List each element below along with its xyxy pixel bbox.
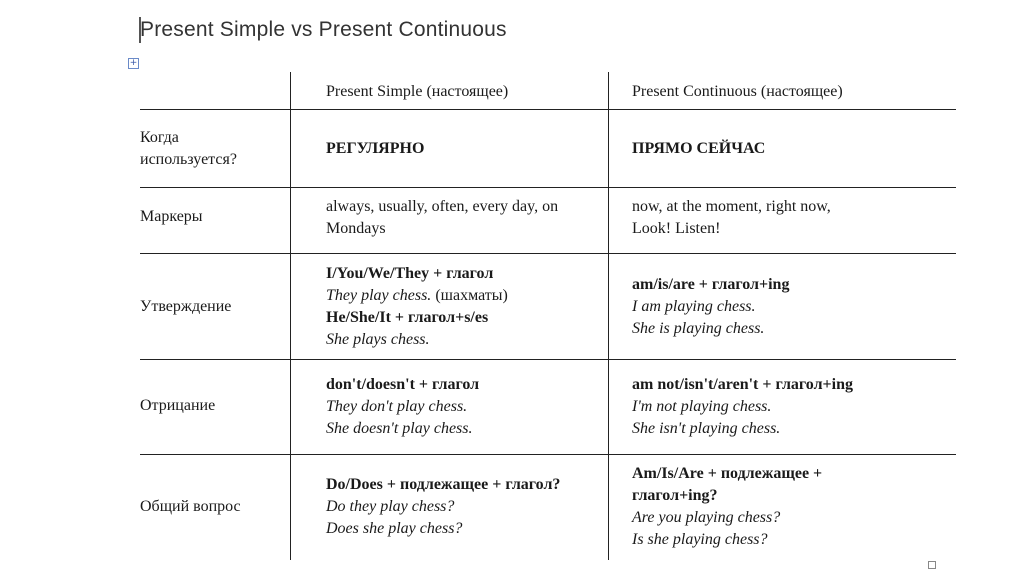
end-of-cell-mark [928,561,936,569]
table-border [140,359,956,360]
row-label-usage: Когда используется? [140,129,237,168]
question-simple: Do/Does + подлежащее + глагол? Do they play chess? Does she play chess? [326,476,561,537]
row-label-question: Общий вопрос [140,498,241,515]
table-border [140,187,956,188]
row-label-affirmative: Утверждение [140,298,232,315]
table-move-handle-icon[interactable]: + [129,58,138,68]
negative-continuous: am not/isn't/aren't + глагол+ing I'm not playing chess. She isn't playing chess. [632,376,854,437]
header-present-simple: Present Simple (настоящее) [326,83,509,100]
question-continuous: Am/Is/Are + подлежащее + глагол+ing? Are you playing chess? Is she playing chess? [632,465,823,548]
markers-continuous: now, at the moment, right now, Look! Listen! [632,198,831,237]
table-border [140,253,956,254]
table-border [140,454,956,455]
row-label-negative: Отрицание [140,397,216,414]
row-label-markers: Маркеры [140,208,203,225]
markers-simple: always, usually, often, every day, on Mondays [326,198,559,237]
page-title: Present Simple vs Present Continuous [140,18,507,41]
usage-continuous: ПРЯМО СЕЙЧАС [632,140,766,157]
header-present-continuous: Present Continuous (настоящее) [632,83,843,100]
affirmative-continuous: am/is/are + глагол+ing I am playing chess. She is playing chess. [632,276,790,337]
negative-simple: don't/doesn't + глагол They don't play chess. She doesn't play chess. [326,376,480,437]
affirmative-simple: I/You/We/They + глагол They play chess. (шахматы) He/She/It + глагол+s/es She plays chess. [326,265,508,348]
table-border [608,72,609,560]
table-border [140,109,956,110]
table-border [290,72,291,560]
usage-simple: РЕГУЛЯРНО [326,140,425,157]
